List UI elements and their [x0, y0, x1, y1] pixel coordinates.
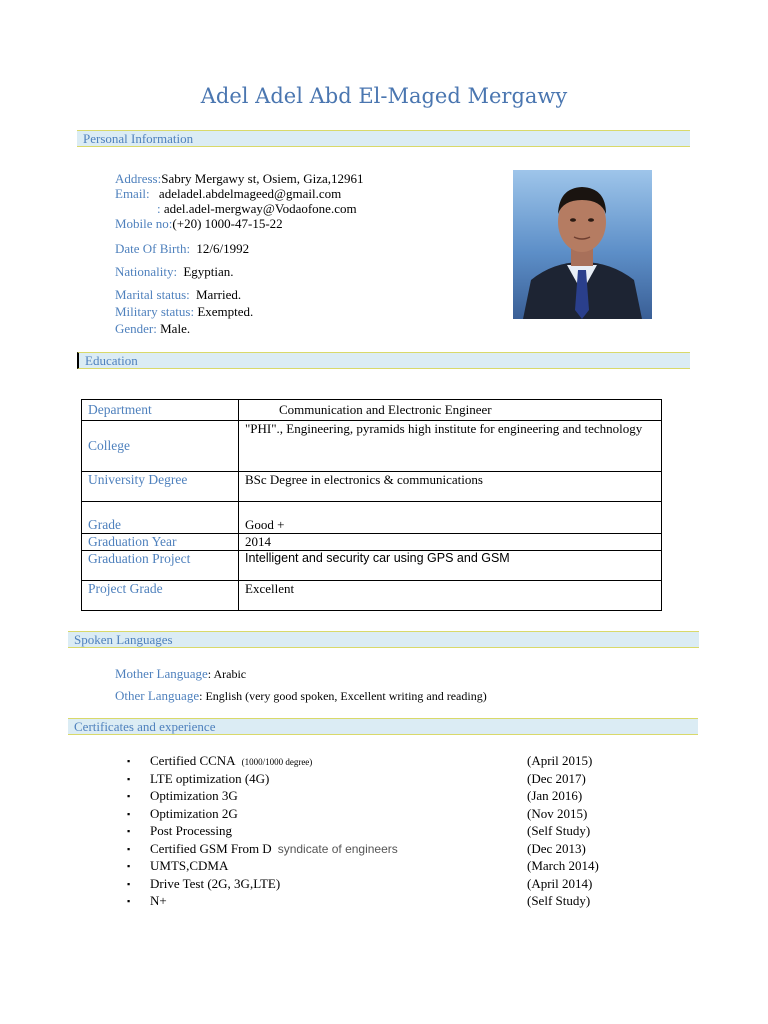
- other-language-value: : English (very good spoken, Excellent writing and reading): [199, 689, 487, 703]
- table-row: [82, 421, 662, 472]
- table-row: [82, 472, 662, 502]
- bullet-icon: ▪: [127, 808, 131, 819]
- certificate-date: (April 2015): [527, 753, 593, 768]
- certificate-title: UMTS,CDMA: [150, 858, 229, 873]
- email-label: Email:: [115, 186, 150, 201]
- bullet-icon: ▪: [127, 791, 131, 801]
- profile-photo: [513, 170, 652, 319]
- edu-value-department: Communication and Electronic Engineer: [239, 400, 662, 421]
- certificate-title: Optimization 2G: [150, 805, 238, 821]
- bullet-icon: ▪: [127, 756, 131, 766]
- section-header-education: [77, 352, 690, 369]
- education-table: [81, 399, 662, 611]
- edu-key-project: Graduation Project: [82, 551, 239, 581]
- list-item: [150, 875, 280, 893]
- gender-value: Male.: [160, 321, 191, 336]
- other-language-label: Other Language: [115, 688, 200, 703]
- dob-line: [115, 241, 249, 256]
- list-item: [150, 892, 167, 910]
- table-row: [82, 502, 662, 534]
- military-line: [115, 304, 253, 319]
- mother-language-label: Mother Language: [115, 666, 208, 681]
- section-title: Personal Information: [83, 131, 194, 146]
- edu-value-college: "PHI"., Engineering, pyramids high institute for engineering and technology: [239, 421, 662, 472]
- marital-value: Married.: [196, 287, 242, 302]
- certificate-date: (Jan 2016): [527, 788, 583, 803]
- email-value[interactable]: adeladel.abdelmageed@gmail.com: [158, 186, 342, 201]
- gender-line: [115, 321, 190, 336]
- email2-value[interactable]: adel.adel-mergway@Vodaofone.com: [163, 201, 357, 216]
- section-title: Spoken Languages: [74, 632, 173, 647]
- list-item: [150, 787, 238, 805]
- list-item: [150, 770, 269, 788]
- other-language-line: [115, 688, 487, 704]
- certificate-title: Certified CCNA: [150, 753, 236, 768]
- certificate-date: (Dec 2013): [527, 840, 586, 856]
- edu-key-year: Graduation Year: [82, 534, 239, 551]
- certificate-date: (April 2014): [527, 875, 593, 891]
- address-label: Address:: [115, 171, 162, 186]
- edu-value-grade: Good +: [239, 502, 662, 534]
- marital-line: [115, 287, 241, 302]
- edu-value-project: Intelligent and security car using GPS and GSM: [239, 551, 662, 581]
- certificate-date: (Dec 2017): [527, 770, 586, 786]
- edu-key-degree: University Degree: [82, 472, 239, 502]
- table-row: [82, 551, 662, 581]
- edu-key-department: Department: [82, 400, 239, 421]
- certificate-title: Drive Test (2G, 3G,LTE): [150, 875, 281, 891]
- certificate-date: (Self Study): [527, 893, 591, 908]
- section-header-languages: [68, 631, 699, 648]
- certificate-note: (1000/1000 degree): [241, 757, 313, 767]
- email-line-2: [157, 201, 357, 216]
- gender-label: Gender:: [115, 321, 157, 336]
- military-value: Exempted.: [197, 304, 254, 319]
- edu-key-grade: Grade: [82, 502, 239, 534]
- mother-language-line: [115, 666, 246, 682]
- portrait-illustration: [513, 170, 652, 319]
- bullet-icon: ▪: [127, 896, 131, 906]
- page-title: Adel Adel Abd El-Maged Mergawy: [200, 84, 568, 108]
- table-row: [82, 581, 662, 611]
- table-row: [82, 534, 662, 551]
- list-item: [150, 840, 398, 859]
- address-line: [115, 171, 364, 186]
- edu-value-year: 2014: [239, 534, 662, 551]
- certificate-title: LTE optimization (4G): [150, 770, 270, 786]
- list-item: [150, 822, 232, 840]
- nationality-label: Nationality:: [115, 264, 178, 279]
- section-header-certificates: [68, 718, 698, 735]
- certificate-title: N+: [150, 893, 167, 908]
- edu-key-college: College: [82, 421, 239, 472]
- section-header-personal: [77, 130, 690, 147]
- certificate-title: Certified GSM From D: [150, 840, 272, 856]
- mobile-value: (+20) 1000-47-15-22: [172, 216, 283, 231]
- certificate-title: Post Processing: [150, 823, 232, 838]
- bullet-icon: ▪: [127, 826, 131, 836]
- dob-value: 12/6/1992: [196, 241, 250, 256]
- section-title: Certificates and experience: [74, 719, 216, 734]
- bullet-icon: ▪: [127, 878, 131, 889]
- bullet-icon: ▪: [127, 861, 131, 871]
- section-title: Education: [85, 353, 138, 368]
- certificate-date: (Nov 2015): [527, 805, 588, 821]
- certificate-title: Optimization 3G: [150, 788, 238, 803]
- table-row: [82, 400, 662, 421]
- edu-value-degree: BSc Degree in electronics & communications: [239, 472, 662, 502]
- list-item: [150, 805, 238, 823]
- nationality-value: Egyptian.: [183, 264, 234, 279]
- mobile-label: Mobile no:: [115, 216, 173, 231]
- email-line: [115, 186, 341, 201]
- certificate-note: syndicate of engineers: [277, 841, 398, 856]
- marital-label: Marital status:: [115, 287, 190, 302]
- mobile-line: [115, 216, 283, 231]
- certificate-date: (March 2014): [527, 858, 599, 873]
- edu-key-project-grade: Project Grade: [82, 581, 239, 611]
- bullet-icon: ▪: [127, 773, 131, 784]
- list-item: [150, 857, 228, 875]
- email2-prefix: :: [157, 201, 161, 216]
- certificate-date: (Self Study): [527, 823, 591, 838]
- nationality-line: [115, 264, 234, 279]
- dob-label: Date Of Birth:: [115, 241, 191, 256]
- military-label: Military status:: [115, 304, 195, 319]
- address-value: Sabry Mergawy st, Osiem, Giza,12961: [161, 171, 364, 186]
- mother-language-value: : Arabic: [207, 667, 247, 681]
- bullet-icon: ▪: [127, 843, 131, 854]
- edu-value-project-grade: Excellent: [239, 581, 662, 611]
